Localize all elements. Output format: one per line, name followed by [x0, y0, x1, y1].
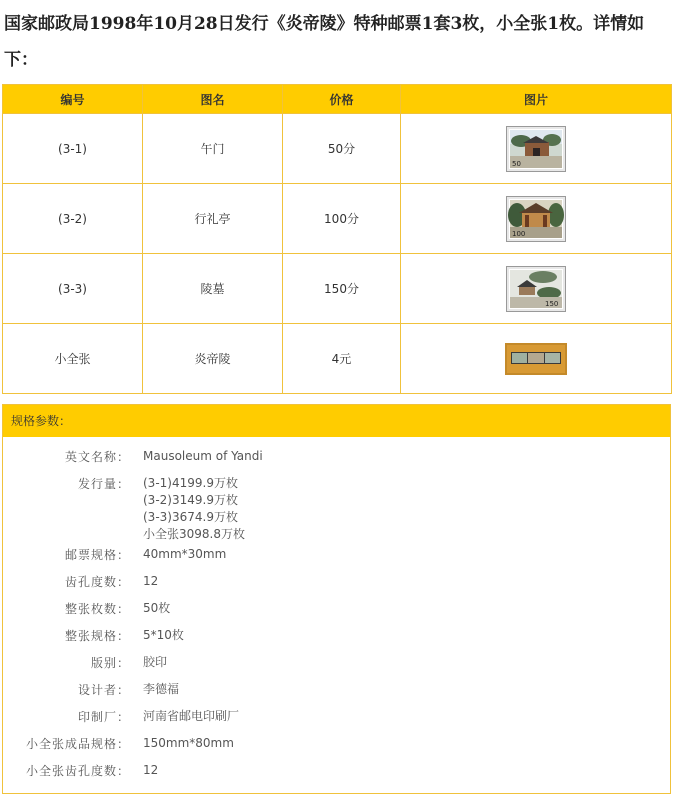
stamp-denomination: 50: [512, 159, 521, 168]
spec-label: 设计者：: [77, 683, 130, 697]
cell-image: [401, 324, 672, 394]
table-header-row: [3, 85, 672, 114]
spec-value: 40mm*30mm: [143, 547, 227, 561]
cell-number: (3-3): [3, 254, 143, 324]
table-row: [3, 324, 672, 394]
cell-name: 陵墓: [143, 254, 283, 324]
cell-image: [401, 184, 672, 254]
spec-value: 12: [143, 574, 159, 588]
intro-paragraph: 国家邮政局1998年10月28日发行《炎帝陵》特种邮票1套3枚，小全张1枚。详情如下：: [4, 14, 645, 70]
stamp-denomination: 100: [512, 229, 526, 238]
spec-label: 齿孔度数：: [64, 575, 130, 589]
stamp-image-xinglitng[interactable]: [506, 196, 566, 242]
table-row: [3, 114, 672, 184]
spec-value: (3-1)4199.9万枚: [143, 476, 238, 490]
cell-price: 4元: [283, 324, 401, 394]
cell-name: 炎帝陵: [143, 324, 283, 394]
header-price: 价格: [283, 85, 401, 114]
header-image: 图片: [401, 85, 672, 114]
spec-value: 150mm*80mm: [143, 736, 234, 750]
spec-value: (3-2)3149.9万枚: [143, 493, 238, 507]
cell-number: 小全张: [3, 324, 143, 394]
spec-value: Mausoleum of Yandi: [143, 449, 263, 463]
cell-price: 150分: [283, 254, 401, 324]
spec-heading: 规格参数：: [3, 405, 670, 437]
spec-value: 李德福: [143, 682, 180, 696]
spec-label: 整张规格：: [64, 629, 130, 643]
stamp-image-wumen[interactable]: [506, 126, 566, 172]
table-row: [3, 254, 672, 324]
spec-value: 50枚: [143, 601, 171, 615]
spec-label: 版别：: [90, 656, 130, 670]
cell-number: (3-2): [3, 184, 143, 254]
spec-value: 河南省邮电印刷厂: [143, 709, 240, 723]
spec-label: 小全张成品规格：: [25, 737, 130, 751]
table-row: [3, 184, 672, 254]
spec-value-list: [143, 475, 245, 543]
cell-image: [401, 254, 672, 324]
stamp-table: [2, 84, 672, 394]
spec-value: 12: [143, 763, 159, 777]
header-name: 图名: [143, 85, 283, 114]
cell-name: 午门: [143, 114, 283, 184]
stamp-denomination: 150: [545, 299, 559, 308]
header-number: 编号: [3, 85, 143, 114]
spec-label: 印制厂：: [77, 710, 130, 724]
spec-label: 整张枚数：: [64, 602, 130, 616]
cell-name: 行礼亭: [143, 184, 283, 254]
stamp-image-lingmu[interactable]: [506, 266, 566, 312]
spec-value: (3-3)3674.9万枚: [143, 510, 238, 524]
spec-label: 小全张齿孔度数：: [25, 764, 130, 778]
spec-label: 发行量：: [77, 477, 130, 491]
cell-image: [401, 114, 672, 184]
souvenir-sheet-image[interactable]: [505, 343, 567, 375]
cell-price: 50分: [283, 114, 401, 184]
spec-label: 英文名称：: [64, 450, 130, 464]
spec-panel: [2, 404, 671, 794]
spec-value: 胶印: [143, 655, 168, 669]
spec-value: 5*10枚: [143, 628, 184, 642]
cell-number: (3-1): [3, 114, 143, 184]
spec-value: 小全张3098.8万枚: [143, 527, 245, 541]
cell-price: 100分: [283, 184, 401, 254]
spec-label: 邮票规格：: [64, 548, 130, 562]
